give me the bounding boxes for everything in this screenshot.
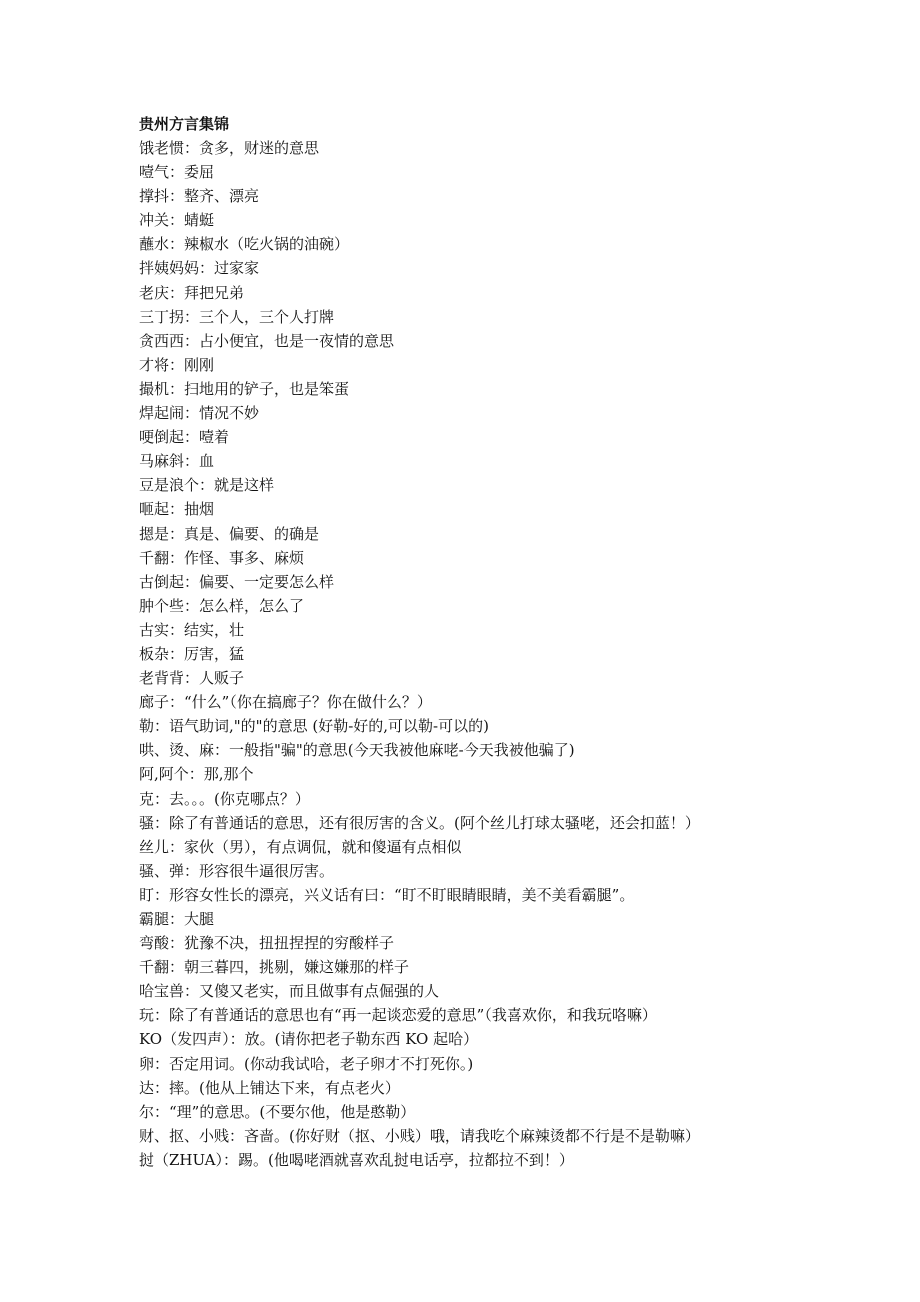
dialect-entry: 霸腿：大腿 [139,910,215,928]
dialect-entry: 古实：结实，壮 [139,620,245,639]
dialect-entry: 盯：形容女性长的漂亮，兴义话有曰：“盯不盯眼睛眼睛，美不美看霸腿”。 [139,885,635,904]
dialect-entry: 三丁拐：三个人，三个人打牌 [139,307,335,326]
dialect-entry: 马麻斜：血 [139,452,215,471]
dialect-entry: 噎气：委屈 [139,163,215,182]
dialect-entry: 达：摔。(他从上铺达下来，有点老火） [139,1078,400,1097]
dialect-entry: 拌姨妈妈：过家家 [139,259,260,278]
dialect-entry: 贪西西：占小便宜，也是一夜情的意思 [139,331,395,350]
dialect-entry: 老庆：拜把兄弟 [139,283,245,302]
dialect-entry: 古倒起：偏要、一定要怎么样 [139,572,335,591]
dialect-entry: 肿个些：怎么样，怎么了 [139,596,305,615]
dialect-entry: 财、抠、小贱：吝啬。(你好财（抠、小贱）哦，请我吃个麻辣烫都不行是不是勒嘛） [139,1126,700,1145]
dialect-entry: 焊起闹：情况不妙 [139,404,260,423]
dialect-entry: 玩：除了有普通话的意思也有“再一起谈恋爱的意思”（我喜欢你，和我玩咯嘛） [139,1006,657,1025]
dialect-entry: 克：去。。。(你克哪点？） [139,789,310,808]
dialect-entry: 阿,阿个：那,那个 [139,765,254,784]
dialect-entry: 廊子：“什么”（你在搞廊子？你在做什么？） [139,693,432,712]
document-title: 贵州方言集锦 [139,115,230,133]
dialect-entry: 撑抖：整齐、漂亮 [139,187,260,206]
dialect-entry: 板杂：厉害，猛 [139,644,245,663]
dialect-entry: 骚：除了有普通话的意思，还有很厉害的含义。(阿个丝儿打球太骚咾，还会扣蓝！） [139,813,700,832]
dialect-entry: 摁是：真是、偏要、的确是 [139,524,320,543]
dialect-entry: 尔：“理”的意思。(不要尔他，他是憨勒） [139,1102,416,1121]
dialect-entry: 挝（ZHUA）：踢。(他喝咾酒就喜欢乱挝电话亭，拉都拉不到！） [139,1150,574,1169]
dialect-entry: 豆是浪个：就是这样 [139,476,275,495]
dialect-entry: 咂起：抽烟 [139,500,215,519]
dialect-entry: 冲关：蜻蜓 [139,211,215,230]
dialect-entry: 千翻：作怪、事多、麻烦 [139,548,305,567]
dialect-entry: 勒：语气助词,"的"的意思 (好勒-好的,可以勒-可以的) [139,717,489,736]
dialect-entry: 丝儿：家伙（男），有点调侃，就和傻逼有点相似 [139,837,462,856]
dialect-entry: 千翻：朝三暮四，挑剔，嫌这嫌那的样子 [139,958,410,977]
dialect-entry: 哽倒起：噎着 [139,428,230,447]
dialect-entry: 哈宝兽：又傻又老实，而且做事有点倔强的人 [139,982,440,1001]
dialect-entry: 老背背：人贩子 [139,669,245,688]
dialect-entry: KO（发四声）：放。(请你把老子勒东西 KO 起哈） [139,1030,479,1049]
dialect-entry: 哄、烫、麻：一般指"骗"的意思(今天我被他麻咾-今天我被他骗了) [139,741,575,760]
dialect-entry: 才将：刚刚 [139,355,215,374]
document-body [139,112,899,1172]
dialect-entry: 弯酸：犹豫不决，扭扭捏捏的穷酸样子 [139,934,395,953]
dialect-entry: 撮机：扫地用的铲子，也是笨蛋 [139,379,350,398]
dialect-entry-list [139,136,899,1172]
dialect-entry: 饿老惯：贪多，财迷的意思 [139,139,320,157]
dialect-entry: 蘸水：辣椒水（吃火锅的油碗） [139,235,350,254]
dialect-entry: 卵：否定用词。(你动我试哈，老子卵才不打死你。) [139,1054,474,1073]
dialect-entry: 骚、弹：形容很牛逼很厉害。 [139,861,335,880]
